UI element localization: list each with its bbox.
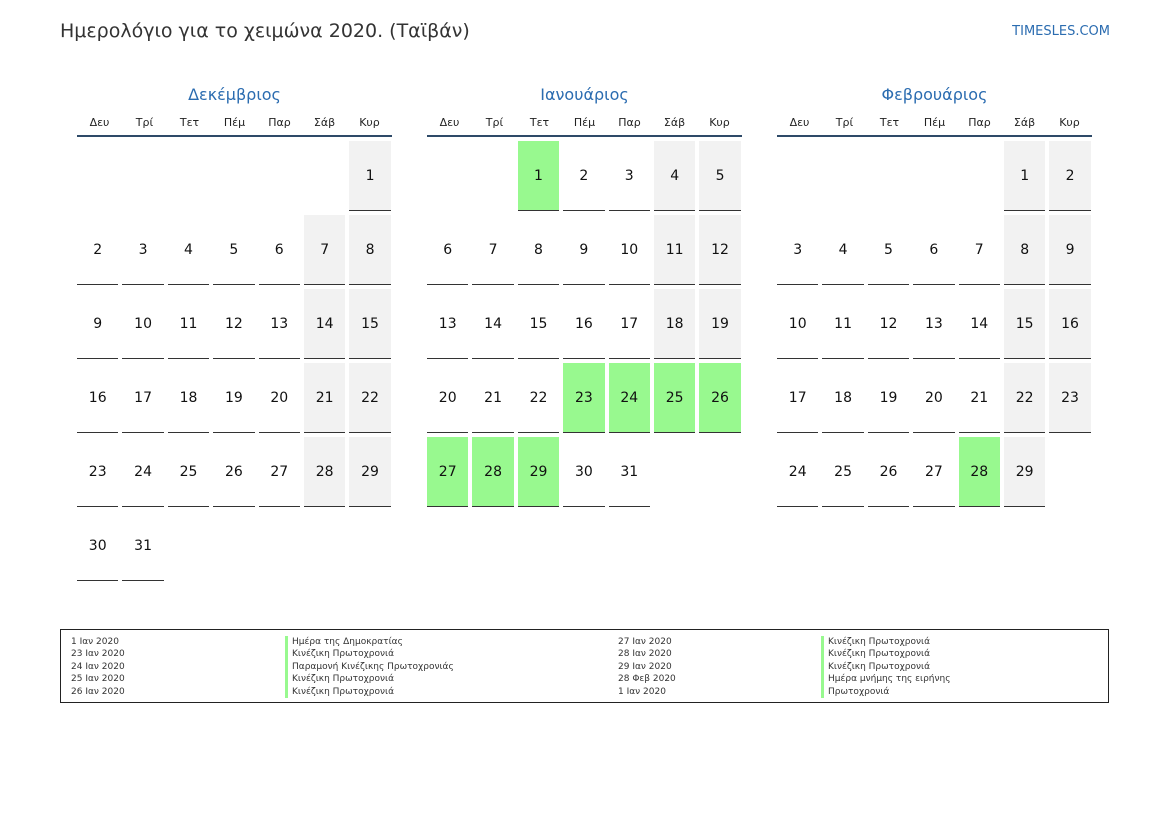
weekday-label: Σάβ [663, 116, 686, 129]
empty-cell [472, 141, 513, 210]
empty-cell [959, 141, 1000, 210]
day-cell: 19 [213, 363, 254, 433]
month-grid [427, 141, 742, 507]
legend-entry: Κινέζικη Πρωτοχρονιά [821, 661, 951, 673]
legend-entry: 23 Ιαν 2020 [71, 649, 125, 660]
legend-entry: 28 Ιαν 2020 [618, 649, 672, 660]
day-cell: 1 [1004, 141, 1045, 211]
weekday-label: Δευ [439, 116, 460, 129]
day-cell: 16 [563, 289, 604, 359]
empty-cell [213, 141, 254, 210]
legend-entry: Παραμονή Κινέζικης Πρωτοχρονιάς [285, 661, 454, 673]
day-cell: 24 [777, 437, 818, 507]
day-cell: 9 [1049, 215, 1090, 285]
month-january [427, 84, 742, 507]
day-cell: 11 [168, 289, 209, 359]
day-cell: 6 [913, 215, 954, 285]
day-cell: 2 [1049, 141, 1090, 211]
legend-entry: 1 Ιαν 2020 [71, 637, 119, 647]
day-cell: 28 [304, 437, 345, 507]
empty-cell [259, 141, 300, 210]
day-cell: 29 [518, 437, 559, 507]
day-cell: 1 [518, 141, 559, 211]
legend-entry: Ημέρα της Δημοκρατίας [285, 636, 454, 648]
day-cell: 27 [427, 437, 468, 507]
legend-entry: Πρωτοχρονιά [821, 686, 951, 698]
empty-cell [168, 141, 209, 210]
legend-names-left [285, 636, 454, 698]
empty-cell [868, 141, 909, 210]
day-cell: 28 [472, 437, 513, 507]
day-cell: 18 [168, 363, 209, 433]
day-cell: 7 [304, 215, 345, 285]
weekday-label: Παρ [618, 116, 641, 129]
day-cell: 16 [1049, 289, 1090, 359]
day-cell: 6 [259, 215, 300, 285]
weekday-label: Δευ [789, 116, 810, 129]
day-cell: 25 [822, 437, 863, 507]
day-cell: 14 [304, 289, 345, 359]
day-cell: 23 [77, 437, 118, 507]
weekday-label: Κυρ [1059, 116, 1080, 129]
day-cell: 14 [472, 289, 513, 359]
day-cell: 12 [213, 289, 254, 359]
day-cell: 17 [777, 363, 818, 433]
empty-cell [304, 141, 345, 210]
day-cell: 10 [777, 289, 818, 359]
day-cell: 29 [349, 437, 390, 507]
weekday-label: Σάβ [1013, 116, 1036, 129]
day-cell: 15 [518, 289, 559, 359]
day-cell: 27 [259, 437, 300, 507]
day-cell: 2 [77, 215, 118, 285]
day-cell: 7 [472, 215, 513, 285]
month-name: Δεκέμβριος [188, 85, 281, 104]
day-cell: 13 [913, 289, 954, 359]
weekday-label: Τετ [179, 116, 200, 129]
day-cell: 20 [427, 363, 468, 433]
legend-entry: Κινέζικη Πρωτοχρονιά [285, 673, 454, 685]
day-cell: 14 [959, 289, 1000, 359]
empty-cell [822, 141, 863, 210]
page-title: Ημερολόγιο για το χειμώνα 2020. (Ταϊβάν) [60, 20, 470, 42]
month-december [77, 84, 392, 581]
day-cell: 29 [1004, 437, 1045, 507]
day-cell: 19 [699, 289, 740, 359]
weekday-label: Σάβ [313, 116, 336, 129]
weekday-header [427, 116, 742, 137]
day-cell: 23 [1049, 363, 1090, 433]
day-cell: 30 [77, 511, 118, 581]
legend-entry: 1 Ιαν 2020 [618, 686, 666, 697]
empty-cell [122, 141, 163, 210]
day-cell: 30 [563, 437, 604, 507]
legend-entry: Κινέζικη Πρωτοχρονιά [285, 686, 454, 698]
weekday-label: Δευ [89, 116, 110, 129]
day-cell: 9 [563, 215, 604, 285]
legend-entry: 25 Ιαν 2020 [71, 674, 125, 685]
month-grid [777, 141, 1092, 507]
legend-entry: 26 Ιαν 2020 [71, 686, 125, 697]
day-cell: 21 [472, 363, 513, 433]
day-cell: 8 [349, 215, 390, 285]
weekday-header [777, 116, 1092, 137]
empty-cell [77, 141, 118, 210]
day-cell: 6 [427, 215, 468, 285]
site-link[interactable]: TIMESLES.COM [1012, 24, 1110, 39]
day-cell: 26 [868, 437, 909, 507]
day-cell: 21 [959, 363, 1000, 433]
day-cell: 11 [654, 215, 695, 285]
day-cell: 3 [122, 215, 163, 285]
legend-entry: Κινέζικη Πρωτοχρονιά [821, 648, 951, 660]
day-cell: 9 [77, 289, 118, 359]
legend-entry: 28 Φεβ 2020 [618, 674, 676, 685]
day-cell: 25 [168, 437, 209, 507]
day-cell: 24 [609, 363, 650, 433]
day-cell: 31 [609, 437, 650, 507]
day-cell: 4 [654, 141, 695, 211]
day-cell: 20 [259, 363, 300, 433]
day-cell: 22 [349, 363, 390, 433]
weekday-label: Τετ [879, 116, 900, 129]
weekday-label: Τρί [485, 116, 504, 129]
day-cell: 8 [518, 215, 559, 285]
day-cell: 3 [609, 141, 650, 211]
day-cell: 26 [213, 437, 254, 507]
weekday-label: Τρί [135, 116, 154, 129]
weekday-label: Τετ [529, 116, 550, 129]
weekday-label: Πέμ [923, 116, 946, 129]
weekday-label: Κυρ [709, 116, 730, 129]
weekday-label: Παρ [968, 116, 991, 129]
holiday-legend [60, 629, 1109, 703]
day-cell: 10 [609, 215, 650, 285]
day-cell: 17 [122, 363, 163, 433]
day-cell: 18 [822, 363, 863, 433]
day-cell: 26 [699, 363, 740, 433]
month-february [777, 84, 1092, 507]
day-cell: 25 [654, 363, 695, 433]
day-cell: 5 [868, 215, 909, 285]
day-cell: 2 [563, 141, 604, 211]
day-cell: 17 [609, 289, 650, 359]
day-cell: 31 [122, 511, 163, 581]
day-cell: 11 [822, 289, 863, 359]
day-cell: 15 [1004, 289, 1045, 359]
legend-dates-right [618, 636, 676, 698]
day-cell: 1 [349, 141, 390, 211]
legend-entry: Κινέζικη Πρωτοχρονιά [821, 636, 951, 648]
day-cell: 16 [77, 363, 118, 433]
legend-entry: 24 Ιαν 2020 [71, 661, 125, 672]
legend-dates-left [71, 636, 125, 698]
day-cell: 22 [518, 363, 559, 433]
day-cell: 4 [168, 215, 209, 285]
month-name: Ιανουάριος [540, 85, 629, 104]
day-cell: 12 [699, 215, 740, 285]
weekday-label: Παρ [268, 116, 291, 129]
legend-entry: Ημέρα μνήμης της ειρήνης [821, 673, 951, 685]
day-cell: 3 [777, 215, 818, 285]
empty-cell [427, 141, 468, 210]
day-cell: 21 [304, 363, 345, 433]
legend-entry: Κινέζικη Πρωτοχρονιά [285, 648, 454, 660]
day-cell: 13 [427, 289, 468, 359]
weekday-label: Πέμ [223, 116, 246, 129]
legend-entry: 29 Ιαν 2020 [618, 661, 672, 672]
legend-entry: 27 Ιαν 2020 [618, 637, 672, 647]
day-cell: 10 [122, 289, 163, 359]
day-cell: 12 [868, 289, 909, 359]
day-cell: 7 [959, 215, 1000, 285]
day-cell: 28 [959, 437, 1000, 507]
day-cell: 24 [122, 437, 163, 507]
day-cell: 18 [654, 289, 695, 359]
weekday-label: Κυρ [359, 116, 380, 129]
day-cell: 23 [563, 363, 604, 433]
day-cell: 8 [1004, 215, 1045, 285]
empty-cell [913, 141, 954, 210]
weekday-label: Τρί [835, 116, 854, 129]
empty-cell [777, 141, 818, 210]
day-cell: 19 [868, 363, 909, 433]
weekday-label: Πέμ [573, 116, 596, 129]
legend-names-right [821, 636, 951, 698]
day-cell: 15 [349, 289, 390, 359]
day-cell: 4 [822, 215, 863, 285]
day-cell: 5 [699, 141, 740, 211]
month-name: Φεβρουάριος [881, 85, 988, 104]
day-cell: 13 [259, 289, 300, 359]
day-cell: 20 [913, 363, 954, 433]
day-cell: 22 [1004, 363, 1045, 433]
day-cell: 5 [213, 215, 254, 285]
weekday-header [77, 116, 392, 137]
month-grid [77, 141, 392, 581]
day-cell: 27 [913, 437, 954, 507]
